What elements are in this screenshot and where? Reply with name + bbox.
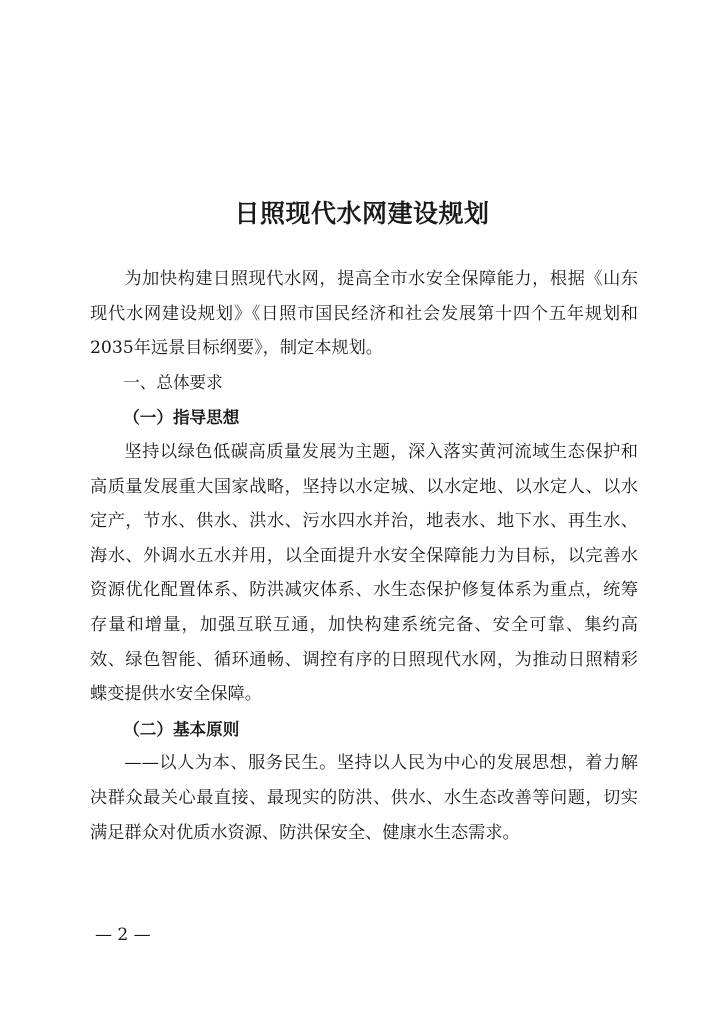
page-number: — 2 —	[95, 925, 151, 945]
document-body	[90, 262, 638, 850]
subsection-heading-basic-principles: （二）基本原则	[123, 718, 240, 739]
guiding-ideology-paragraph: 坚持以绿色低碳高质量发展为主题，深入落实黄河流域生态保护和高质量发展重大国家战略，坚持以水定城、以水定地、以水定人、以水定产，节水、供水、洪水、污水四水并治，地表水、地下水、再生水、海水、外调水五水并用，以全面提升水安全保障能力为目标，以完善水资源优化配置体系、防洪减灾体系、水生态保护修复体系为重点，统筹存量和增量，加强互联互通，加快构建系统完备、安全可靠、集约高效、绿色智能、循环通畅、调控有序的日照现代水网，为推动日照精彩蝶变提供水安全保障。	[90, 441, 638, 705]
document-title: 日照现代水网建设规划	[234, 199, 490, 228]
subsection-heading-guiding-ideology: （一）指导思想	[123, 407, 240, 428]
principle-people-oriented-paragraph: ——以人为本、服务民生。坚持以人民为中心的发展思想，着力解决群众最关心最直接、最现实的防洪、供水、水生态改善等问题，切实满足群众对优质水资源、防洪保安全、健康水生态需求。	[90, 753, 638, 843]
section-heading-general-requirements: 一、总体要求	[123, 372, 223, 392]
intro-paragraph: 为加快构建日照现代水网，提高全市水安全保障能力，根据《山东现代水网建设规划》《日照市国民经济和社会发展第十四个五年规划和2035年远景目标纲要》，制定本规划。	[90, 269, 638, 359]
